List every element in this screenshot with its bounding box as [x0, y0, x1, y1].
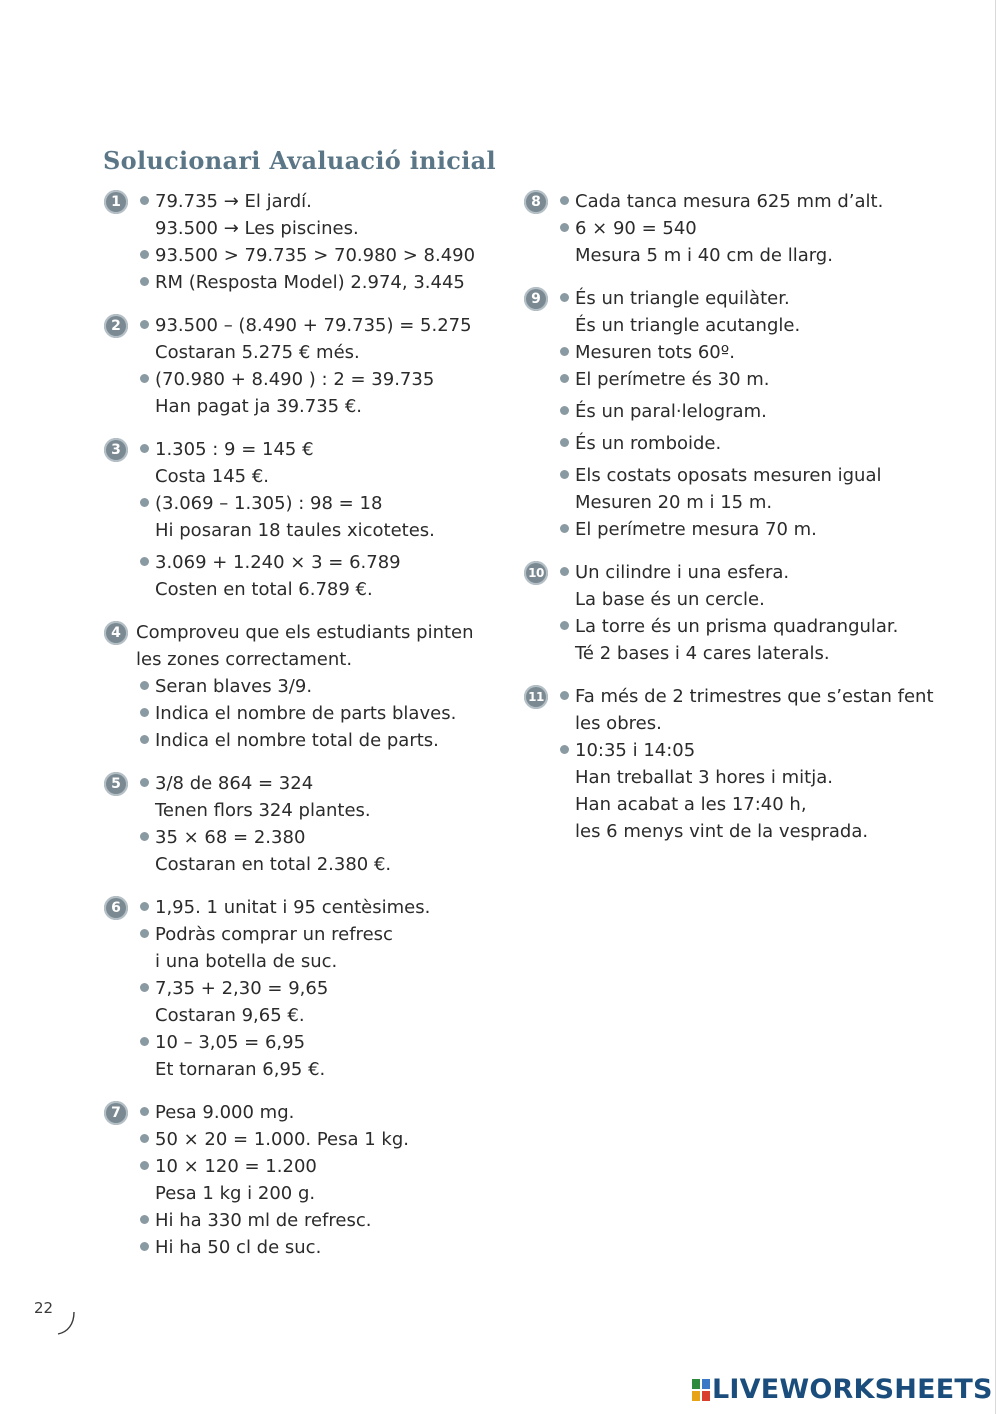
answer-lines — [136, 436, 494, 603]
left-column — [104, 188, 494, 1277]
answer-text: Comproveu que els estudiants pinten — [136, 622, 474, 643]
bullet-dot-icon — [140, 1161, 149, 1170]
answer-lines — [136, 770, 494, 878]
question-7 — [104, 1099, 494, 1261]
bullet-dot-icon — [140, 1242, 149, 1251]
answer-text: 79.735 → El jardí. — [155, 191, 312, 212]
answer-line — [556, 215, 924, 242]
answer-lines — [556, 683, 934, 845]
answer-text: Costen en total 6.789 €. — [155, 579, 373, 600]
question-5 — [104, 770, 494, 878]
answer-line — [556, 188, 924, 215]
answer-text: La torre és un prisma quadrangular. — [575, 616, 899, 637]
answer-text: És un triangle acutangle. — [575, 315, 801, 336]
answer-lines — [556, 285, 924, 543]
answer-text: (3.069 – 1.305) : 98 = 18 — [155, 493, 383, 514]
answer-line — [136, 242, 494, 269]
page-number: 22 — [34, 1299, 54, 1317]
question-8 — [524, 188, 924, 269]
answer-text: i una botella de suc. — [155, 951, 338, 972]
question-4 — [104, 619, 494, 754]
answer-line — [136, 1207, 494, 1234]
question-number-badge: 6 — [104, 896, 128, 920]
answer-text: 10:35 i 14:05 — [575, 740, 696, 761]
question-10 — [524, 559, 924, 667]
answer-text: Costaran 5.275 € més. — [155, 342, 360, 363]
answer-text: El perímetre és 30 m. — [575, 369, 770, 390]
answer-text: 50 × 20 = 1.000. Pesa 1 kg. — [155, 1129, 409, 1150]
bullet-dot-icon — [140, 832, 149, 841]
bullet-dot-icon — [560, 470, 569, 479]
bullet-dot-icon — [560, 691, 569, 700]
answer-line — [136, 646, 494, 673]
bullet-dot-icon — [140, 277, 149, 286]
answer-text: Han acabat a les 17:40 h, — [575, 794, 807, 815]
question-number-badge: 7 — [104, 1101, 128, 1125]
answer-lines — [136, 188, 494, 296]
answer-line — [136, 1126, 494, 1153]
bullet-dot-icon — [560, 524, 569, 533]
answer-text: Tenen flors 324 plantes. — [155, 800, 371, 821]
answer-text: 6 × 90 = 540 — [575, 218, 697, 239]
answer-text: Indica el nombre total de parts. — [155, 730, 439, 751]
bullet-dot-icon — [140, 902, 149, 911]
answer-text: 10 × 120 = 1.200 — [155, 1156, 317, 1177]
answer-text: les zones correctament. — [136, 649, 353, 670]
bullet-dot-icon — [140, 444, 149, 453]
answer-line — [556, 818, 924, 845]
question-9 — [524, 285, 924, 543]
bullet-dot-icon — [140, 320, 149, 329]
answer-line — [136, 975, 494, 1002]
answer-text: Mesuren tots 60º. — [575, 342, 735, 363]
answer-line — [136, 851, 494, 878]
question-number-badge: 8 — [524, 190, 548, 214]
bullet-dot-icon — [140, 708, 149, 717]
answer-lines — [136, 312, 494, 420]
bullet-dot-icon — [560, 438, 569, 447]
answer-text: Seran blaves 3/9. — [155, 676, 313, 697]
question-number-badge: 11 — [524, 685, 548, 709]
question-2 — [104, 312, 494, 420]
answer-text: Han treballat 3 hores i mitja. — [575, 767, 833, 788]
answer-text: Indica el nombre de parts blaves. — [155, 703, 457, 724]
bullet-dot-icon — [140, 498, 149, 507]
question-number-badge: 10 — [524, 561, 548, 585]
answer-line — [136, 490, 494, 517]
question-6 — [104, 894, 494, 1083]
answer-text: És un paral·lelogram. — [575, 401, 767, 422]
answer-line — [136, 269, 494, 296]
answer-line — [556, 489, 924, 516]
bullet-dot-icon — [560, 406, 569, 415]
answer-line — [136, 517, 494, 544]
bullet-dot-icon — [140, 196, 149, 205]
bullet-dot-icon — [560, 567, 569, 576]
answer-line — [556, 398, 924, 425]
answer-line — [136, 1029, 494, 1056]
answer-text: 1.305 : 9 = 145 € — [155, 439, 314, 460]
answer-text: les 6 menys vint de la vesprada. — [575, 821, 869, 842]
answer-line — [136, 463, 494, 490]
question-number-badge: 1 — [104, 190, 128, 214]
answer-text: 10 – 3,05 = 6,95 — [155, 1032, 306, 1053]
question-number-badge: 2 — [104, 314, 128, 338]
answer-text: La base és un cercle. — [575, 589, 765, 610]
question-number-badge: 3 — [104, 438, 128, 462]
bullet-dot-icon — [140, 778, 149, 787]
answer-text: Hi posaran 18 taules xicotetes. — [155, 520, 435, 541]
bullet-dot-icon — [140, 1037, 149, 1046]
page-curl-decoration — [56, 1310, 78, 1336]
answer-text: (70.980 + 8.490 ) : 2 = 39.735 — [155, 369, 435, 390]
right-column — [524, 188, 934, 861]
answer-text: Cada tanca mesura 625 mm d’alt. — [575, 191, 884, 212]
answer-text: 93.500 – (8.490 + 79.735) = 5.275 — [155, 315, 472, 336]
answer-line — [556, 462, 924, 489]
answer-line — [136, 312, 494, 339]
page-title: Solucionari Avaluació inicial — [103, 146, 496, 176]
answer-line — [556, 516, 924, 543]
answer-line — [556, 430, 924, 457]
answer-text: Costaran 9,65 €. — [155, 1005, 305, 1026]
answer-line — [556, 242, 924, 269]
question-number-badge: 5 — [104, 772, 128, 796]
answer-text: 35 × 68 = 2.380 — [155, 827, 306, 848]
answer-lines — [556, 559, 924, 667]
answer-lines — [136, 1099, 494, 1261]
answer-text: Un cilindre i una esfera. — [575, 562, 790, 583]
bullet-dot-icon — [560, 347, 569, 356]
answer-line — [556, 683, 934, 710]
answer-line — [556, 559, 924, 586]
bullet-dot-icon — [140, 374, 149, 383]
bullet-dot-icon — [140, 735, 149, 744]
answer-line — [556, 640, 924, 667]
answer-line — [136, 366, 494, 393]
bullet-dot-icon — [560, 223, 569, 232]
answer-text: RM (Resposta Model) 2.974, 3.445 — [155, 272, 465, 293]
bullet-dot-icon — [140, 1215, 149, 1224]
answer-line — [556, 312, 924, 339]
answer-line — [556, 339, 924, 366]
answer-text: Hi ha 50 cl de suc. — [155, 1237, 322, 1258]
answer-line — [136, 619, 494, 646]
answer-line — [136, 673, 494, 700]
answer-text: 1,95. 1 unitat i 95 centèsimes. — [155, 897, 431, 918]
answer-text: 3/8 de 864 = 324 — [155, 773, 314, 794]
answer-line — [556, 285, 924, 312]
answer-line — [556, 710, 924, 737]
answer-line — [136, 1002, 494, 1029]
answer-line — [556, 586, 924, 613]
answer-line — [556, 613, 924, 640]
bullet-dot-icon — [140, 557, 149, 566]
answer-text: Té 2 bases i 4 cares laterals. — [575, 643, 830, 664]
bullet-dot-icon — [140, 929, 149, 938]
answer-line — [136, 824, 494, 851]
answer-line — [136, 436, 494, 463]
answer-text: 3.069 + 1.240 × 3 = 6.789 — [155, 552, 401, 573]
answer-text: Els costats oposats mesuren igual — [575, 465, 882, 486]
answer-text: És un triangle equilàter. — [575, 288, 790, 309]
answer-line — [136, 948, 494, 975]
question-number-badge: 9 — [524, 287, 548, 311]
answer-text: Hi ha 330 ml de refresc. — [155, 1210, 372, 1231]
answer-line — [136, 797, 494, 824]
bullet-dot-icon — [560, 745, 569, 754]
bullet-dot-icon — [140, 983, 149, 992]
answer-text: Et tornaran 6,95 €. — [155, 1059, 326, 1080]
answer-text: Pesa 1 kg i 200 g. — [155, 1183, 316, 1204]
answer-line — [136, 393, 494, 420]
answer-lines — [136, 619, 494, 754]
answer-line — [136, 188, 494, 215]
answer-line — [136, 1234, 494, 1261]
question-3 — [104, 436, 494, 603]
answer-line — [136, 770, 494, 797]
bullet-dot-icon — [560, 621, 569, 630]
answer-text: Mesuren 20 m i 15 m. — [575, 492, 773, 513]
answer-line — [136, 339, 494, 366]
answer-line — [136, 215, 494, 242]
answer-line — [556, 737, 924, 764]
answer-line — [556, 366, 924, 393]
answer-line — [136, 727, 494, 754]
answer-text: les obres. — [575, 713, 662, 734]
answer-line — [136, 549, 494, 576]
answer-text: El perímetre mesura 70 m. — [575, 519, 817, 540]
brand-name: LIVEWORKSHEETS — [712, 1374, 993, 1405]
question-1 — [104, 188, 494, 296]
answer-text: Fa més de 2 trimestres que s’estan fent — [575, 686, 934, 707]
answer-line — [136, 921, 494, 948]
answer-line — [136, 576, 494, 603]
bullet-dot-icon — [140, 681, 149, 690]
answer-lines — [556, 188, 924, 269]
answer-text: 93.500 → Les piscines. — [155, 218, 359, 239]
answer-text: Mesura 5 m i 40 cm de llarg. — [575, 245, 833, 266]
answer-text: 93.500 > 79.735 > 70.980 > 8.490 — [155, 245, 476, 266]
answer-line — [556, 764, 924, 791]
answer-text: Han pagat ja 39.735 €. — [155, 396, 363, 417]
bullet-dot-icon — [560, 196, 569, 205]
answer-text: És un romboide. — [575, 433, 722, 454]
bullet-dot-icon — [560, 374, 569, 383]
bullet-dot-icon — [140, 1134, 149, 1143]
question-11 — [524, 683, 934, 845]
answer-line — [136, 1099, 494, 1126]
answer-line — [136, 1153, 494, 1180]
liveworksheets-brand — [692, 1374, 993, 1405]
answer-line — [136, 700, 494, 727]
answer-text: 7,35 + 2,30 = 9,65 — [155, 978, 329, 999]
answer-text: Costa 145 €. — [155, 466, 270, 487]
page-edge — [995, 0, 996, 1414]
answer-line — [556, 791, 924, 818]
answer-lines — [136, 894, 494, 1083]
answer-text: Pesa 9.000 mg. — [155, 1102, 295, 1123]
question-number-badge: 4 — [104, 621, 128, 645]
bullet-dot-icon — [560, 293, 569, 302]
answer-line — [136, 894, 494, 921]
answer-line — [136, 1056, 494, 1083]
bullet-dot-icon — [140, 250, 149, 259]
liveworksheets-logo-icon — [692, 1379, 710, 1401]
answer-text: Podràs comprar un refresc — [155, 924, 393, 945]
answer-text: Costaran en total 2.380 €. — [155, 854, 392, 875]
bullet-dot-icon — [140, 1107, 149, 1116]
answer-line — [136, 1180, 494, 1207]
